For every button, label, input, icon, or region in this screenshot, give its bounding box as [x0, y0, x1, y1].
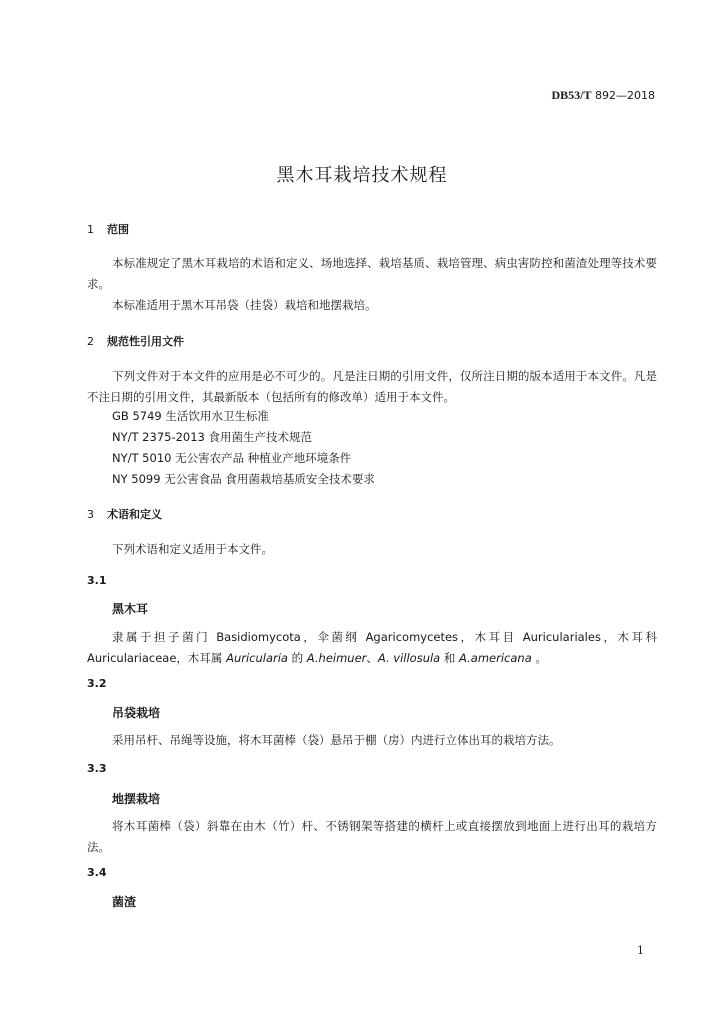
reference-item: NY 5099 无公害食品 食用菌栽培基质安全技术要求	[112, 472, 375, 486]
standard-code	[551, 88, 655, 103]
term-number: 3.2	[87, 677, 107, 690]
reference-item: NY/T 5010 无公害农产品 种植业产地环境条件	[112, 451, 352, 465]
term-definition: 采用吊杆、吊绳等设施，将木耳菌棒（袋）悬吊于棚（房）内进行立体出耳的栽培方法。	[112, 733, 561, 747]
section-title: 规范性引用文件	[107, 335, 184, 348]
page-number: 1	[637, 944, 644, 957]
definition-text: 隶属于担子菌门 Basidiomycota，伞菌纲 Agaricomycetes，木耳目 Auriculariales，木耳科 Auriculariaceae，木耳属	[87, 630, 657, 665]
section-title: 范围	[107, 223, 129, 236]
term-name: 黑木耳	[112, 602, 149, 616]
section-number: 2	[87, 335, 94, 348]
reference-item: NY/T 2375-2013 食用菌生产技术规范	[112, 430, 313, 444]
reference-item: GB 5749 生活饮用水卫生标准	[112, 409, 269, 423]
term-number: 3.3	[87, 762, 107, 775]
definition-text: 、	[366, 651, 378, 665]
term-number: 3.4	[87, 866, 107, 879]
section-heading-terms	[87, 506, 162, 522]
normative-intro: 下列文件对于本文件的应用是必不可少的。凡是注日期的引用文件，仅所注日期的版本适用于本文件。凡是不注日期的引用文件，其最新版本（包括所有的修改单）适用于本文件。	[87, 369, 657, 404]
term-name: 地摆栽培	[112, 792, 161, 806]
term-number: 3.1	[87, 574, 107, 587]
term-definition: 将木耳菌棒（袋）斜靠在由木（竹）杆、不锈钢架等搭建的横杆上或直接摆放到地面上进行出耳的栽培方法。	[87, 819, 657, 854]
standard-code-prefix: DB53/T	[551, 88, 592, 102]
scope-paragraph-1: 本标准规定了黑木耳栽培的术语和定义、场地选择、栽培基质、栽培管理、病虫害防控和菌渣处理等技术要求。	[87, 256, 657, 291]
species-name: A.heimuer	[306, 651, 367, 665]
section-heading-scope	[87, 221, 129, 237]
definition-text: 。	[531, 651, 547, 665]
species-name: A. villosula	[377, 651, 441, 665]
definition-text: 和	[440, 651, 460, 665]
definition-text: 的	[287, 651, 307, 665]
section-number: 1	[87, 223, 94, 236]
section-number: 3	[87, 508, 94, 521]
section-title: 术语和定义	[107, 508, 162, 521]
scope-paragraph-2: 本标准适用于黑木耳吊袋（挂袋）栽培和地摆栽培。	[112, 298, 377, 312]
term-name: 菌渣	[112, 895, 137, 909]
term-definition	[87, 627, 657, 669]
species-name: A.americana	[459, 651, 532, 665]
genus-name: Auricularia	[226, 651, 288, 665]
term-name: 吊袋栽培	[112, 706, 161, 720]
standard-code-number: 892—2018	[591, 89, 655, 102]
terms-intro: 下列术语和定义适用于本文件。	[112, 542, 273, 556]
document-title: 黑木耳栽培技术规程	[276, 165, 448, 186]
section-heading-normative	[87, 333, 184, 349]
